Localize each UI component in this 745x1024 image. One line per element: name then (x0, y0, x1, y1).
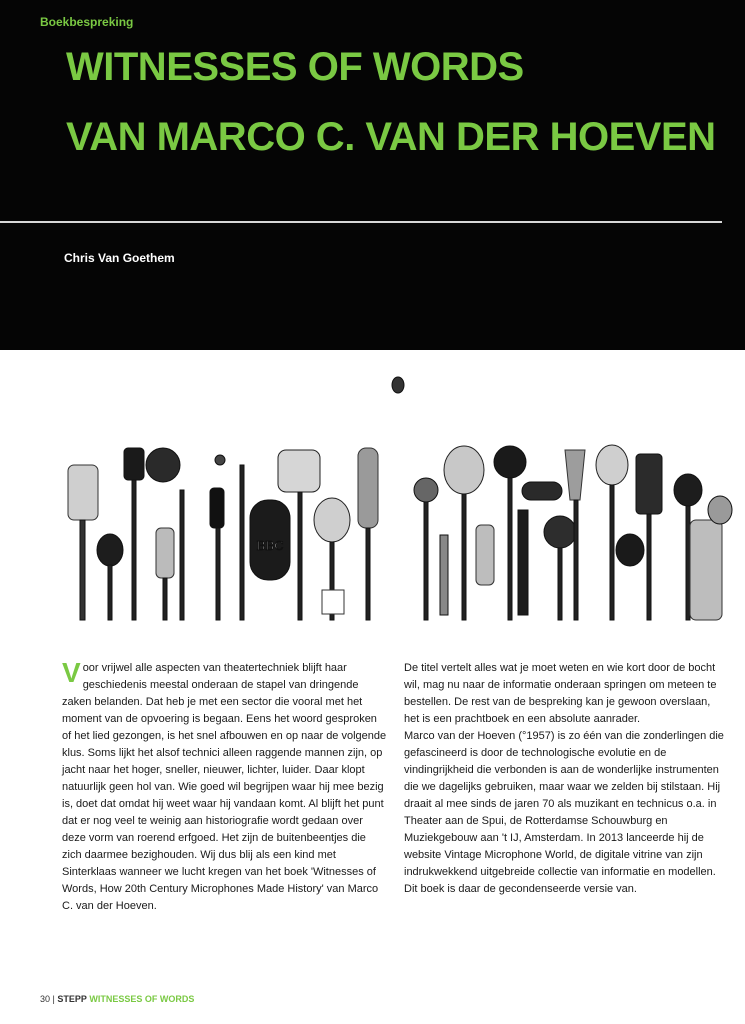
article-paragraph-2: De titel vertelt alles wat je moet weten en wie kort door de bocht wil, mag nu naar de informatie onderaan springen om meteen te bestellen. De rest van de bespreking kan je gewoon overslaan, het is een prachtboek en een absolute aanrader. (404, 662, 717, 725)
dropcap: V (62, 657, 81, 688)
page-footer (40, 994, 194, 1004)
title-divider (0, 221, 722, 223)
author-byline: Chris Van Goethem (64, 251, 175, 265)
article-paragraph-1: Voor vrijwel alle aspecten van theatertechniek blijft haar geschiedenis meestal onderaan de stapel van dringende zaken belanden. Dat heb je met een sector die vooral met het moment van de opvoering is begaan. Eens het woord gesproken of het lied gezongen, is het snel afbouwen en op naar de volgende klus. Soms lijkt het alsof technici alleen raggende mannen zijn, op jacht naar het hoger, sneller, nieuwer, lichter, luider. Daar klopt natuurlijk geen hol van. Wie goed wil begrijpen waar hij mee bezig is, doet dat omdat hij weet waar hij vandaan komt. Al blijft het punt dat er nog veel te weinig aan historiografie wordt gedaan over deze vorm van roerend erfgoed. Het zijn de buitenbeentjes die zich daarmee bezighouden. Wij dus blij als een kind met Sinterklaas wanneer we lucht kregen van het boek 'Witnesses of Words, How 20th Century Microphones Made History' van Marco C. van der Hoeven. (62, 657, 387, 912)
microphones-photo (60, 360, 740, 630)
footer-separator: | (52, 994, 55, 1004)
header-banner (0, 0, 745, 350)
article-right-column (404, 660, 724, 898)
magazine-brand: STEPP (57, 994, 87, 1004)
article-left-column (62, 657, 387, 915)
page-title-line2: VAN MARCO C. VAN DER HOEVEN (66, 115, 716, 159)
footer-section: WITNESSES OF WORDS (89, 994, 195, 1004)
bbc-badge: BBC (256, 539, 284, 553)
page-title-line1: WITNESSES OF WORDS (66, 45, 524, 89)
page-number: 30 (40, 994, 51, 1004)
article-paragraph-3: Marco van der Hoeven (°1957) is zo één van die zonderlingen die gefascineerd is door de technologische evolutie en de vindingrijkheid die verbonden is aan de wonderlijke instrumenten die we dagelijks gebruiken, maar waar we zelden bij stilstaan. Hij draait al mee sinds de jaren 70 als muzikant en technicus o.a. in Theater aan de Spui, de Rotterdamse Schouwburg en Muziekgebouw aan 't IJ, Amsterdam. In 2013 lanceerde hij de website Vintage Microphone World, de digitale vitrine van zijn indrukwekkend uitgebreide collectie van informatie en modellen. Dit boek is daar de gecondenseerde versie van. (404, 730, 724, 895)
section-tag: Boekbespreking (40, 15, 134, 29)
